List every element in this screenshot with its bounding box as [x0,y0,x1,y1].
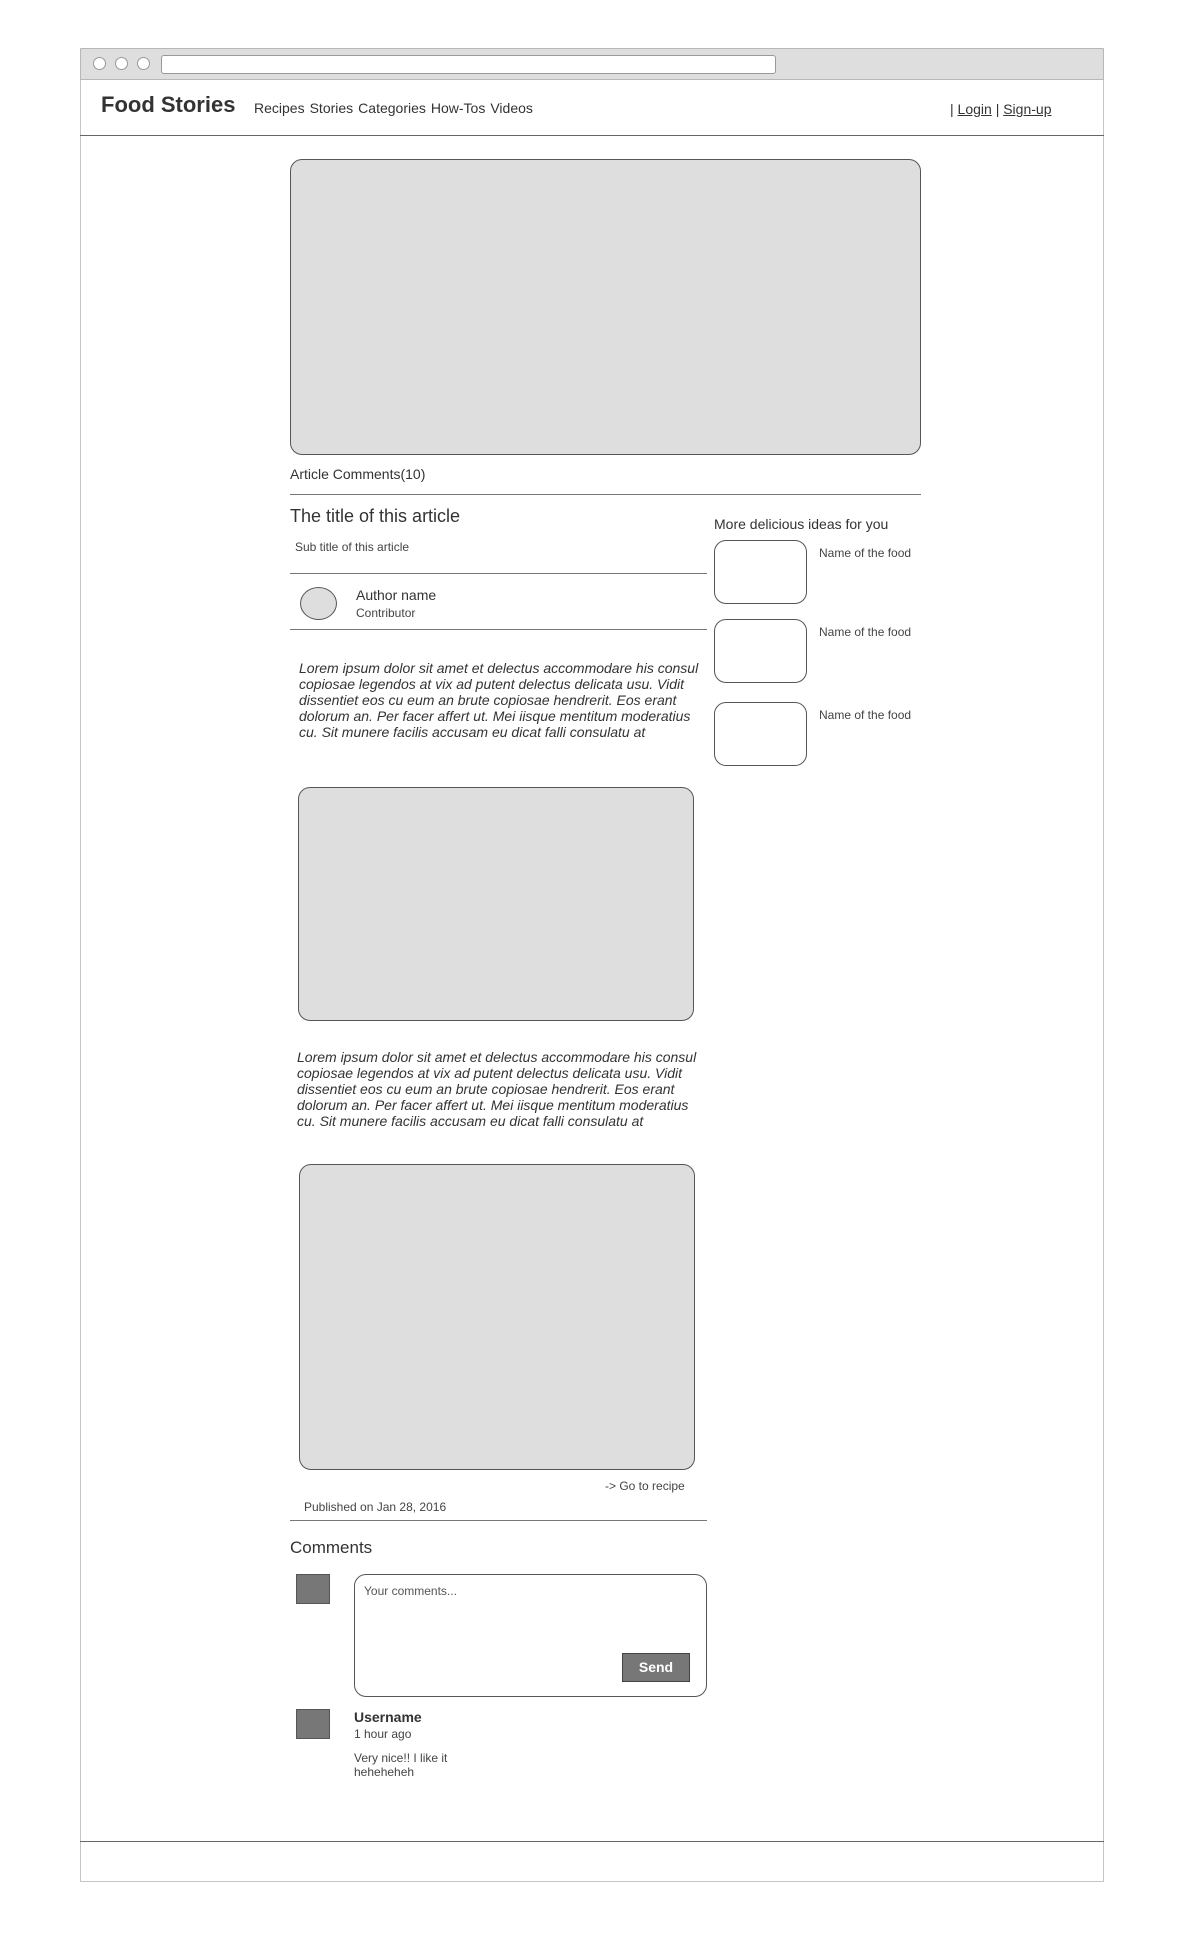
commenter-avatar[interactable] [296,1709,330,1739]
article-subtitle: Sub title of this article [295,540,410,554]
divider [290,573,707,574]
food-name-link[interactable]: Name of the food [819,546,912,560]
close-window-icon[interactable] [93,57,106,70]
article-image [298,787,694,1021]
send-button[interactable]: Send [622,1653,690,1682]
author-name[interactable]: Author name [356,587,437,603]
header-divider [80,135,1104,136]
minimize-window-icon[interactable] [115,57,128,70]
article-paragraph: Lorem ipsum dolor sit amet et delectus accommodare his consul copiosae legendos at vix ad putent delectus delicata usu. Vidit dissentiet eos cu eum an brute copiosae hendrerit. Eos erant dolorum an. Per facer affert ut. Mei iisque mentitum moderatius cu. Sit munere facilis accusam eu dicat falli consulatu at [299,660,699,740]
nav-recipes[interactable]: Recipes [254,100,305,116]
comment-text: Very nice!! I like it [354,1751,448,1765]
comment-time: 1 hour ago [354,1727,412,1741]
nav-stories[interactable]: Stories [309,100,354,116]
main-nav [254,100,538,116]
author-role: Contributor [356,606,416,620]
published-date: Published on Jan 28, 2016 [304,1500,447,1514]
auth-separator: | [950,101,954,117]
food-thumbnail[interactable] [714,619,807,683]
comment-username[interactable]: Username [354,1709,422,1725]
footer-divider [80,1841,1104,1842]
article-comments-link[interactable]: Article Comments(10) [290,466,426,482]
article-title: The title of this article [290,506,461,526]
auth-links [950,101,1051,117]
maximize-window-icon[interactable] [137,57,150,70]
login-link[interactable]: Login [957,101,992,117]
address-bar[interactable] [161,55,776,74]
food-name-link[interactable]: Name of the food [819,708,912,722]
divider [290,494,921,495]
site-logo[interactable]: Food Stories [101,92,236,117]
go-to-recipe-link[interactable]: -> Go to recipe [605,1479,685,1493]
food-thumbnail[interactable] [714,702,807,766]
auth-separator: | [995,101,1000,117]
comment-placeholder: Your comments... [364,1584,457,1598]
food-thumbnail[interactable] [714,540,807,604]
hero-image [290,159,921,455]
nav-how-tos[interactable]: How-Tos [430,100,486,116]
comments-heading: Comments [290,1538,373,1557]
author-avatar[interactable] [300,587,337,620]
sidebar-heading: More delicious ideas for you [714,516,889,532]
nav-categories[interactable]: Categories [358,100,426,116]
comment-text: heheheheh [354,1765,415,1779]
nav-videos[interactable]: Videos [490,100,533,116]
article-image [299,1164,695,1470]
food-name-link[interactable]: Name of the food [819,625,912,639]
article-paragraph: Lorem ipsum dolor sit amet et delectus accommodare his consul copiosae legendos at vix ad putent delectus delicata usu. Vidit dissentiet eos cu eum an brute copiosae hendrerit. Eos erant dolorum an. Per facer affert ut. Mei iisque mentitum moderatius cu. Sit munere facilis accusam eu dicat falli consulatu at [297,1049,697,1129]
divider [290,1520,707,1521]
user-avatar [296,1574,330,1604]
divider [290,629,707,630]
signup-link[interactable]: Sign-up [1003,101,1052,117]
